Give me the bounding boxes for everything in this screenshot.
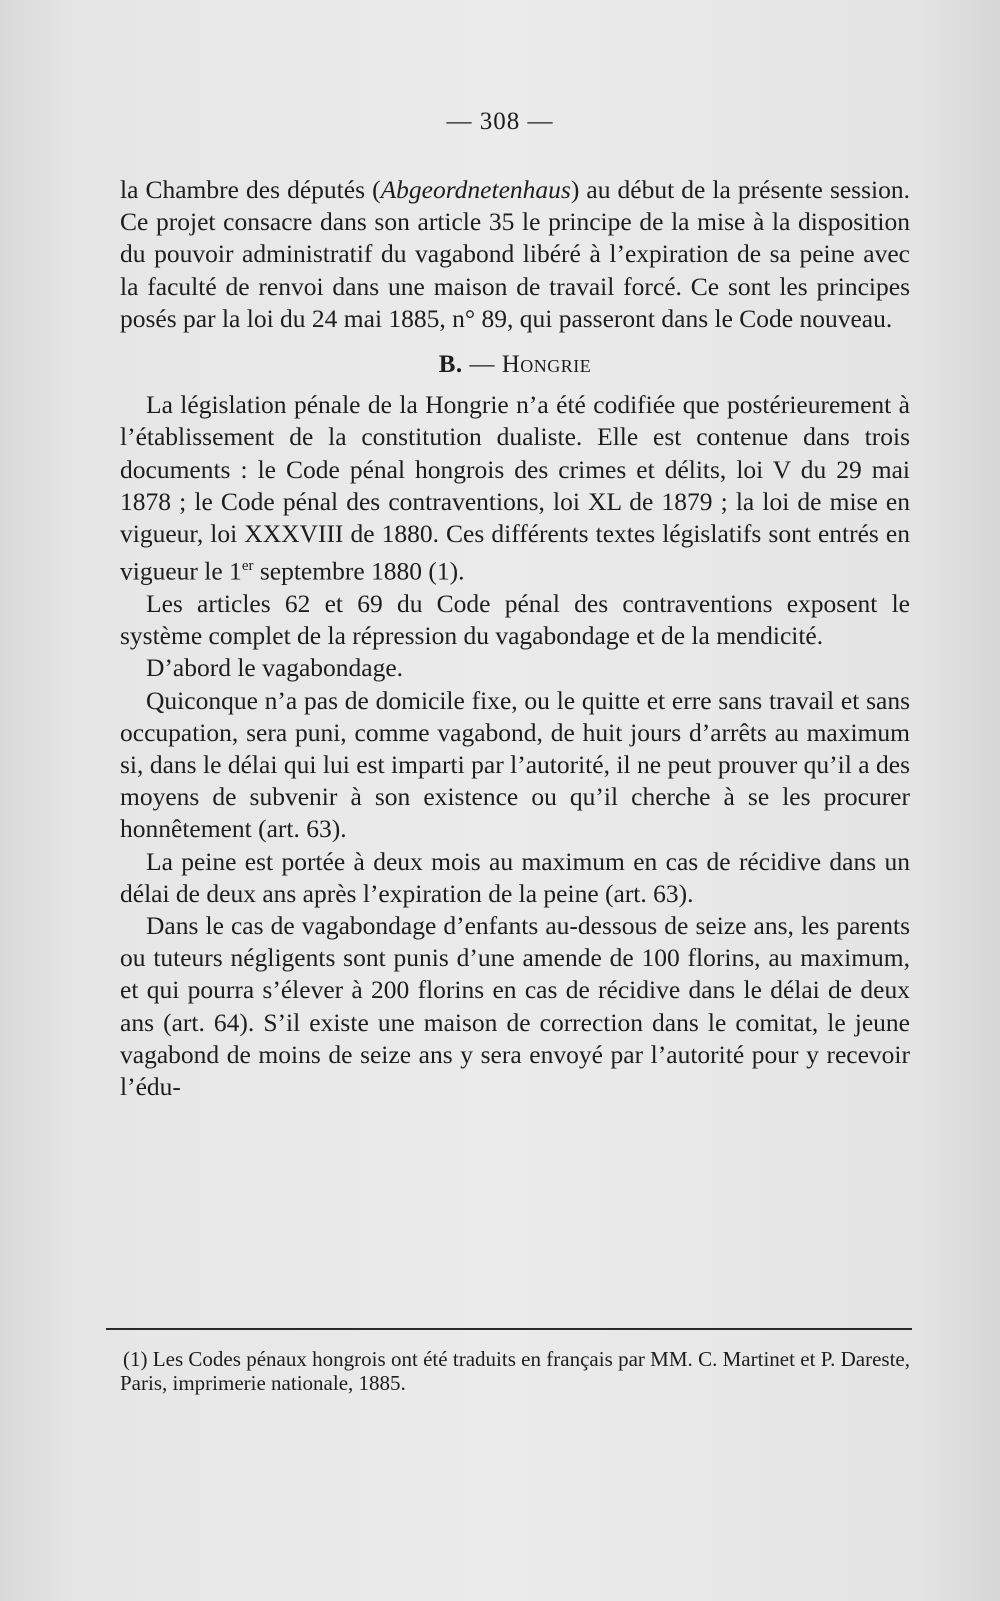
superscript: er <box>241 558 254 575</box>
paragraph: Les articles 62 et 69 du Code pénal des contraventions exposent le système complet de la répression du vagabondage et de la mendicité. <box>120 588 910 651</box>
footnote-rule <box>106 1328 912 1330</box>
paragraph: Quiconque n’a pas de domicile fixe, ou le quitte et erre sans travail et sans occupation, sera puni, comme vagabond, de huit jours d’arrêts au maximum si, dans le délai qui lui est imparti par l’autorité, il ne peut prouver qu’il a des moyens de subvenir à son existence ou qu’il cherche à se les procurer honnêtement (art. 63). <box>120 685 910 844</box>
italic-term: Abgeordnetenhaus <box>380 175 571 204</box>
section-letter: B. <box>438 351 463 379</box>
paragraph: Dans le cas de vagabondage d’enfants au-dessous de seize ans, les parents ou tuteurs négligents sont punis d’une amende de 100 florins, au maximum, et qui pourra s’élever à 200 florins en cas de récidive dans le délai de deux ans (art. 64). S’il existe une maison de correction dans le comitat, le jeune vagabond de moins de seize ans y sera envoyé par l’autorité pour y recevoir l’édu- <box>120 910 910 1101</box>
paragraph-continued <box>120 174 910 335</box>
paragraph <box>120 389 910 588</box>
paragraph-text: la Chambre des députés ( <box>120 175 381 204</box>
body-text <box>120 174 910 1103</box>
paragraph-text: ) au début de la présente session. Ce projet consacre dans son article 35 le principe de la mise à la disposition du pouvoir administratif du vagabond libéré à l’expiration de sa peine avec la faculté de renvoi dans une maison de travail forcé. Ce sont les principes posés par la loi du 24 mai 1885, n° 89, qui passeront dans le Code nouveau. <box>120 175 910 333</box>
section-heading <box>120 349 910 381</box>
footnote: (1) Les Codes pénaux hongrois ont été traduits en français par MM. C. Martinet et P. Dareste, Paris, imprimerie nationale, 1885. <box>120 1347 910 1395</box>
page-number: — 308 — <box>446 108 554 135</box>
section-dash: — <box>462 351 502 379</box>
paragraph: D’abord le vagabondage. <box>146 653 404 683</box>
paragraph: La peine est portée à deux mois au maximum en cas de récidive dans un délai de deux ans après l’expiration de la peine (art. 63). <box>120 846 910 908</box>
paragraph-text: La législation pénale de la Hongrie n’a été codifiée que postérieurement à l’établissement de la constitution dualiste. Elle est contenue dans trois documents : le Code pénal hongrois des crimes et délits, loi V du 29 mai 1878 ; le Code pénal des contraventions, loi XL de 1879 ; la loi de mise en vigueur, loi XXXVIII de 1880. Ces différents textes législatifs sont entrés en vigueur le 1 <box>120 390 910 586</box>
paragraph-text: septembre 1880 (1). <box>253 556 465 586</box>
section-title: Hongrie <box>501 351 592 379</box>
